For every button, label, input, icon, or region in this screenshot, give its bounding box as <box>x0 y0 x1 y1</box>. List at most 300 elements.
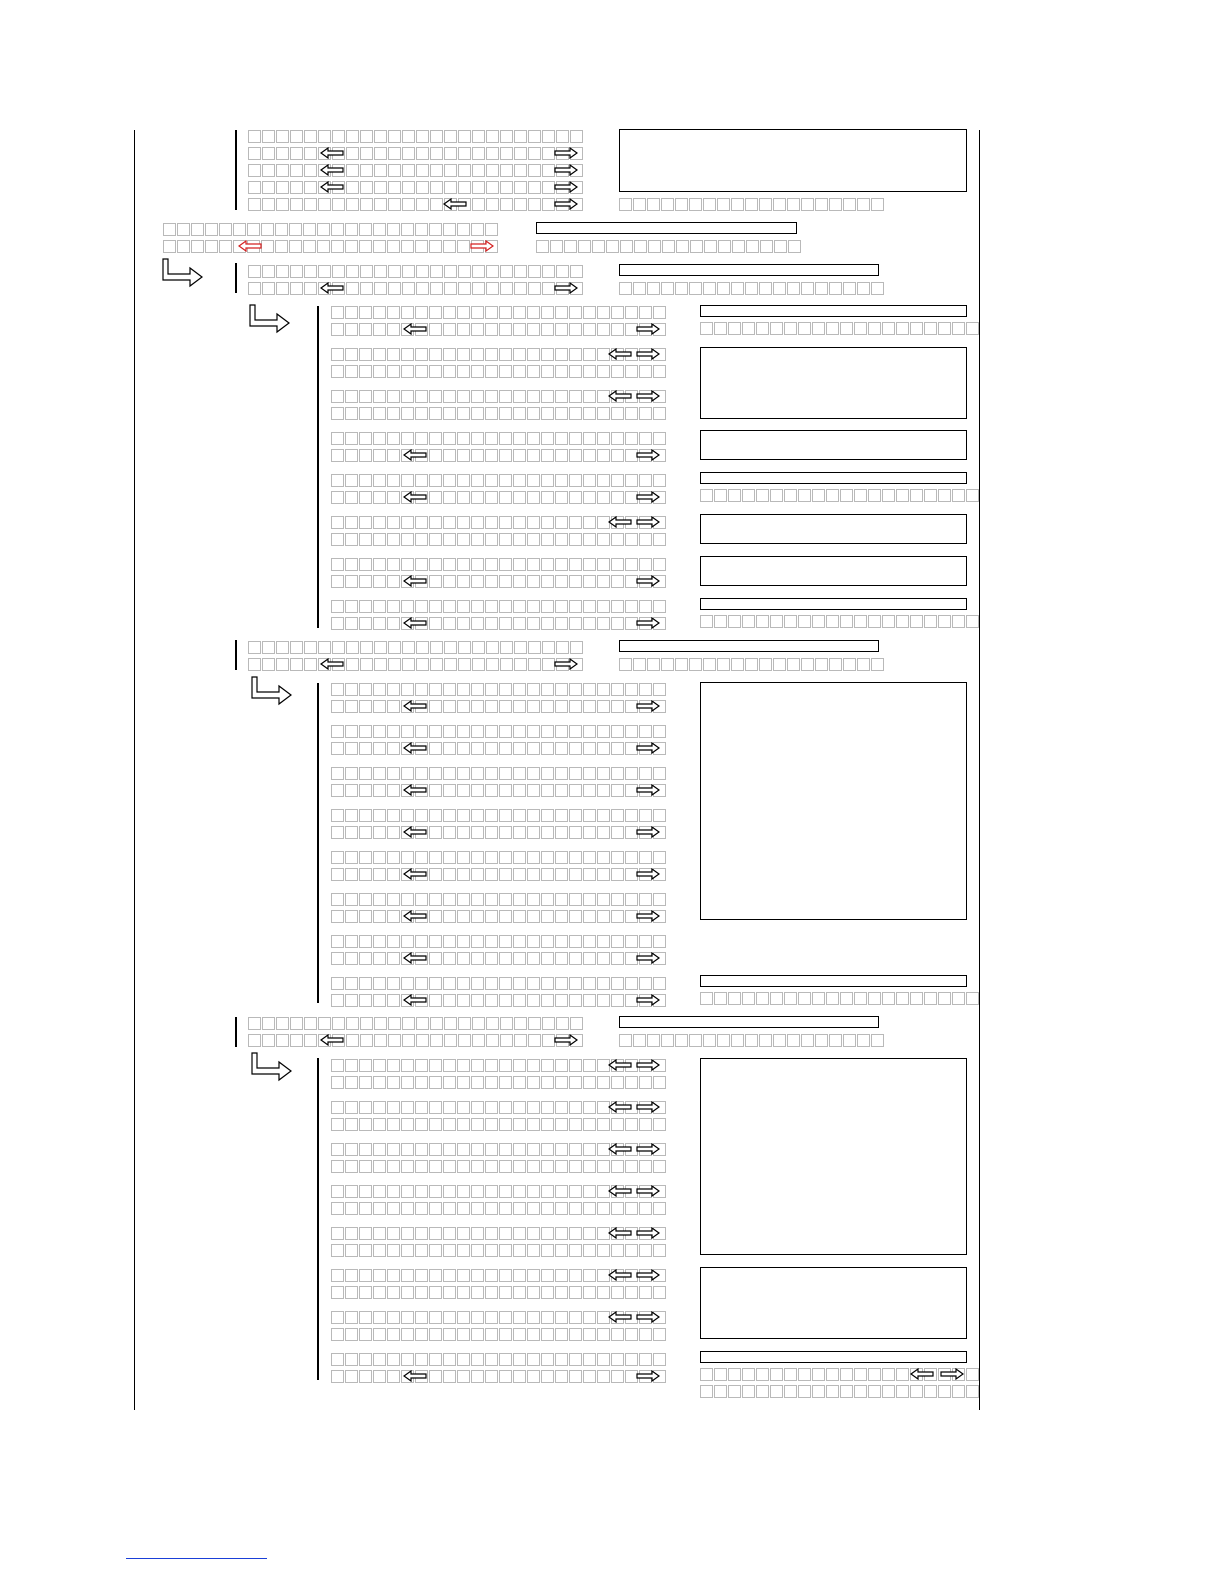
text-box <box>700 682 967 920</box>
grid-cell <box>429 1244 442 1257</box>
grid-cell <box>471 449 484 462</box>
grid-cell <box>387 952 400 965</box>
grid-row <box>700 1385 980 1398</box>
grid-cell <box>583 910 596 923</box>
grid-cell <box>661 658 674 671</box>
grid-cell <box>597 994 610 1007</box>
grid-cell <box>583 1101 596 1114</box>
grid-cell <box>528 658 541 671</box>
grid-cell <box>569 617 582 630</box>
left-arrow-icon <box>320 181 344 193</box>
grid-cell <box>745 658 758 671</box>
grid-cell <box>387 868 400 881</box>
grid-cell <box>966 489 979 502</box>
grid-cell <box>689 198 702 211</box>
grid-cell <box>345 1370 358 1383</box>
grid-cell <box>444 282 457 295</box>
right-arrow-icon <box>636 1101 660 1113</box>
grid-cell <box>359 1143 372 1156</box>
group-bar <box>235 263 237 293</box>
grid-cell <box>597 851 610 864</box>
grid-cell <box>345 1202 358 1215</box>
grid-cell <box>443 935 456 948</box>
grid-cell <box>415 725 428 738</box>
grid-cell <box>346 1034 359 1047</box>
grid-cell <box>653 725 666 738</box>
grid-cell <box>541 809 554 822</box>
grid-cell <box>485 994 498 1007</box>
grid-cell <box>387 1101 400 1114</box>
grid-cell <box>639 407 652 420</box>
grid-cell <box>639 1118 652 1131</box>
grid-cell <box>639 1286 652 1299</box>
grid-cell <box>359 784 372 797</box>
grid-cell <box>262 641 275 654</box>
grid-cell <box>471 474 484 487</box>
grid-cell <box>924 489 937 502</box>
grid-cell <box>345 683 358 696</box>
grid-cell <box>486 282 499 295</box>
grid-cell <box>430 282 443 295</box>
grid-cell <box>840 992 853 1005</box>
right-arrow-icon <box>554 147 578 159</box>
grid-cell <box>619 198 632 211</box>
grid-cell <box>401 1311 414 1324</box>
grid-cell <box>401 1059 414 1072</box>
grid-cell <box>471 365 484 378</box>
grid-cell <box>471 935 484 948</box>
grid-cell <box>731 1034 744 1047</box>
grid-row <box>331 575 667 588</box>
grid-cell <box>527 1143 540 1156</box>
grid-cell <box>373 1353 386 1366</box>
grid-row <box>248 282 584 295</box>
grid-cell <box>513 1185 526 1198</box>
grid-cell <box>653 935 666 948</box>
grid-cell <box>373 910 386 923</box>
grid-cell <box>868 992 881 1005</box>
grid-cell <box>471 432 484 445</box>
grid-cell <box>513 683 526 696</box>
grid-cell <box>360 265 373 278</box>
grid-cell <box>485 491 498 504</box>
grid-cell <box>555 809 568 822</box>
grid-cell <box>457 365 470 378</box>
grid-cell <box>247 223 260 236</box>
grid-cell <box>415 432 428 445</box>
grid-cell <box>569 390 582 403</box>
grid-cell <box>486 130 499 143</box>
grid-cell <box>415 1328 428 1341</box>
grid-row <box>331 1353 667 1366</box>
grid-cell <box>443 1353 456 1366</box>
left-arrow-icon <box>608 1269 632 1281</box>
grid-cell <box>555 1328 568 1341</box>
grid-cell <box>597 893 610 906</box>
grid-cell <box>611 1286 624 1299</box>
grid-cell <box>513 558 526 571</box>
grid-cell <box>345 1328 358 1341</box>
grid-cell <box>345 306 358 319</box>
grid-cell <box>569 323 582 336</box>
grid-cell <box>541 1370 554 1383</box>
right-arrow-icon <box>636 952 660 964</box>
grid-cell <box>401 725 414 738</box>
grid-cell <box>527 935 540 948</box>
grid-cell <box>882 489 895 502</box>
grid-cell <box>471 1311 484 1324</box>
grid-cell <box>787 198 800 211</box>
grid-cell <box>290 198 303 211</box>
left-arrow-icon <box>608 1185 632 1197</box>
grid-cell <box>443 977 456 990</box>
grid-cell <box>415 558 428 571</box>
grid-cell <box>611 1118 624 1131</box>
grid-cell <box>471 952 484 965</box>
grid-cell <box>527 952 540 965</box>
grid-cell <box>457 700 470 713</box>
grid-cell <box>583 977 596 990</box>
grid-cell <box>541 617 554 630</box>
grid-cell <box>443 683 456 696</box>
right-arrow-icon <box>636 1143 660 1155</box>
grid-cell <box>690 240 703 253</box>
grid-cell <box>373 223 386 236</box>
grid-cell <box>430 181 443 194</box>
grid-cell <box>429 1311 442 1324</box>
grid-row <box>619 1034 885 1047</box>
grid-cell <box>346 147 359 160</box>
grid-cell <box>542 641 555 654</box>
grid-cell <box>331 1244 344 1257</box>
grid-cell <box>471 893 484 906</box>
grid-cell <box>387 977 400 990</box>
grid-cell <box>714 322 727 335</box>
grid-cell <box>205 240 218 253</box>
grid-cell <box>499 809 512 822</box>
grid-cell <box>499 1118 512 1131</box>
grid-cell <box>360 641 373 654</box>
grid-cell <box>583 533 596 546</box>
grid-cell <box>527 1353 540 1366</box>
grid-cell <box>868 1368 881 1381</box>
grid-cell <box>611 533 624 546</box>
grid-cell <box>639 474 652 487</box>
grid-cell <box>359 977 372 990</box>
grid-cell <box>513 306 526 319</box>
grid-cell <box>444 1034 457 1047</box>
grid-cell <box>485 365 498 378</box>
grid-cell <box>345 1286 358 1299</box>
grid-cell <box>653 1286 666 1299</box>
grid-cell <box>429 725 442 738</box>
grid-cell <box>787 658 800 671</box>
grid-cell <box>429 1202 442 1215</box>
grid-cell <box>331 432 344 445</box>
grid-cell <box>653 558 666 571</box>
grid-cell <box>373 390 386 403</box>
grid-cell <box>401 1160 414 1173</box>
grid-cell <box>840 489 853 502</box>
grid-cell <box>625 1244 638 1257</box>
grid-cell <box>542 130 555 143</box>
grid-cell <box>401 558 414 571</box>
grid-cell <box>583 683 596 696</box>
grid-cell <box>373 1311 386 1324</box>
grid-cell <box>583 1353 596 1366</box>
grid-cell <box>331 1160 344 1173</box>
grid-cell <box>471 323 484 336</box>
grid-cell <box>457 1269 470 1282</box>
grid-cell <box>801 658 814 671</box>
grid-row <box>331 1076 667 1089</box>
grid-cell <box>458 181 471 194</box>
grid-cell <box>653 767 666 780</box>
grid-cell <box>826 615 839 628</box>
grid-cell <box>486 641 499 654</box>
grid-cell <box>611 868 624 881</box>
grid-cell <box>569 1118 582 1131</box>
grid-cell <box>840 615 853 628</box>
grid-cell <box>388 1034 401 1047</box>
grid-cell <box>597 725 610 738</box>
right-arrow-icon <box>636 826 660 838</box>
grid-cell <box>966 992 979 1005</box>
grid-cell <box>634 240 647 253</box>
grid-cell <box>555 1286 568 1299</box>
grid-cell <box>359 994 372 1007</box>
grid-cell <box>514 130 527 143</box>
grid-cell <box>541 600 554 613</box>
grid-cell <box>840 1385 853 1398</box>
grid-cell <box>429 1076 442 1089</box>
grid-cell <box>373 1185 386 1198</box>
grid-cell <box>304 1034 317 1047</box>
text-box <box>700 1058 967 1255</box>
grid-cell <box>541 1185 554 1198</box>
grid-cell <box>345 851 358 864</box>
grid-cell <box>759 198 772 211</box>
grid-cell <box>345 1311 358 1324</box>
grid-cell <box>499 868 512 881</box>
grid-cell <box>555 1076 568 1089</box>
grid-cell <box>471 1353 484 1366</box>
grid-cell <box>359 1202 372 1215</box>
grid-cell <box>471 700 484 713</box>
grid-cell <box>500 1017 513 1030</box>
grid-cell <box>471 826 484 839</box>
grid-cell <box>527 407 540 420</box>
grid-cell <box>388 658 401 671</box>
grid-cell <box>443 1244 456 1257</box>
grid-cell <box>345 868 358 881</box>
grid-cell <box>555 533 568 546</box>
grid-cell <box>359 348 372 361</box>
grid-cell <box>499 474 512 487</box>
grid-cell <box>429 1059 442 1072</box>
grid-cell <box>331 994 344 1007</box>
grid-cell <box>569 868 582 881</box>
grid-cell <box>625 893 638 906</box>
grid-cell <box>402 198 415 211</box>
grid-cell <box>471 1227 484 1240</box>
grid-cell <box>331 1076 344 1089</box>
grid-cell <box>191 223 204 236</box>
grid-cell <box>583 700 596 713</box>
grid-cell <box>485 223 498 236</box>
grid-cell <box>527 432 540 445</box>
grid-cell <box>784 1385 797 1398</box>
grid-cell <box>653 1328 666 1341</box>
grid-cell <box>472 198 485 211</box>
grid-cell <box>485 809 498 822</box>
grid-cell <box>457 1328 470 1341</box>
grid-cell <box>583 617 596 630</box>
grid-row <box>619 658 885 671</box>
grid-cell <box>742 322 755 335</box>
grid-cell <box>415 977 428 990</box>
grid-cell <box>429 1143 442 1156</box>
grid-cell <box>499 1370 512 1383</box>
grid-cell <box>359 365 372 378</box>
group-bar <box>317 1058 319 1380</box>
grid-cell <box>639 809 652 822</box>
grid-cell <box>331 1101 344 1114</box>
grid-cell <box>472 265 485 278</box>
grid-cell <box>528 147 541 160</box>
grid-cell <box>415 1059 428 1072</box>
grid-cell <box>611 306 624 319</box>
grid-cell <box>457 240 470 253</box>
grid-cell <box>402 1017 415 1030</box>
grid-cell <box>248 265 261 278</box>
grid-cell <box>177 223 190 236</box>
grid-cell <box>401 407 414 420</box>
grid-cell <box>429 809 442 822</box>
grid-cell <box>653 977 666 990</box>
grid-cell <box>583 407 596 420</box>
grid-cell <box>444 164 457 177</box>
grid-cell <box>555 826 568 839</box>
grid-cell <box>527 533 540 546</box>
grid-cell <box>331 1353 344 1366</box>
grid-cell <box>597 474 610 487</box>
grid-cell <box>597 1244 610 1257</box>
grid-cell <box>387 893 400 906</box>
grid-cell <box>346 658 359 671</box>
grid-cell <box>359 1227 372 1240</box>
grid-cell <box>248 1017 261 1030</box>
grid-cell <box>429 1185 442 1198</box>
grid-cell <box>415 1353 428 1366</box>
grid-cell <box>401 365 414 378</box>
grid-cell <box>513 742 526 755</box>
grid-cell <box>583 1160 596 1173</box>
right-arrow-icon <box>636 390 660 402</box>
grid-cell <box>555 1269 568 1282</box>
grid-cell <box>359 449 372 462</box>
grid-cell <box>457 348 470 361</box>
grid-cell <box>485 1059 498 1072</box>
grid-cell <box>770 1368 783 1381</box>
grid-cell <box>583 1244 596 1257</box>
grid-cell <box>331 365 344 378</box>
grid-cell <box>359 491 372 504</box>
grid-cell <box>541 977 554 990</box>
grid-cell <box>485 1353 498 1366</box>
grid-cell <box>555 851 568 864</box>
grid-cell <box>331 407 344 420</box>
grid-cell <box>304 1017 317 1030</box>
grid-cell <box>583 306 596 319</box>
grid-cell <box>499 826 512 839</box>
grid-cell <box>402 658 415 671</box>
grid-cell <box>360 198 373 211</box>
grid-cell <box>661 282 674 295</box>
grid-cell <box>415 1101 428 1114</box>
grid-cell <box>387 1059 400 1072</box>
grid-cell <box>387 742 400 755</box>
grid-cell <box>331 725 344 738</box>
grid-cell <box>527 809 540 822</box>
left-arrow-icon <box>608 348 632 360</box>
grid-cell <box>276 282 289 295</box>
grid-cell <box>373 1202 386 1215</box>
grid-cell <box>625 558 638 571</box>
grid-cell <box>373 1101 386 1114</box>
grid-cell <box>527 910 540 923</box>
grid-cell <box>415 1160 428 1173</box>
grid-cell <box>583 725 596 738</box>
grid-cell <box>472 1017 485 1030</box>
grid-cell <box>387 809 400 822</box>
grid-cell <box>388 130 401 143</box>
grid-cell <box>458 1034 471 1047</box>
grid-cell <box>443 1160 456 1173</box>
grid-cell <box>290 130 303 143</box>
grid-cell <box>840 322 853 335</box>
left-arrow-icon <box>608 390 632 402</box>
grid-cell <box>373 725 386 738</box>
grid-cell <box>826 489 839 502</box>
grid-cell <box>938 992 951 1005</box>
grid-cell <box>555 516 568 529</box>
group-bar <box>317 683 319 1003</box>
grid-cell <box>331 784 344 797</box>
grid-cell <box>583 784 596 797</box>
grid-cell <box>639 1076 652 1089</box>
grid-cell <box>387 725 400 738</box>
text-box <box>700 430 967 460</box>
grid-cell <box>639 767 652 780</box>
grid-row <box>331 784 667 797</box>
grid-cell <box>527 516 540 529</box>
grid-cell <box>569 1143 582 1156</box>
grid-cell <box>513 1244 526 1257</box>
grid-row <box>248 198 584 211</box>
grid-cell <box>857 1034 870 1047</box>
grid-cell <box>541 365 554 378</box>
grid-cell <box>583 1286 596 1299</box>
grid-cell <box>471 1101 484 1114</box>
grid-cell <box>555 407 568 420</box>
grid-cell <box>527 1370 540 1383</box>
grid-cell <box>882 1385 895 1398</box>
grid-cell <box>276 198 289 211</box>
grid-cell <box>499 1227 512 1240</box>
grid-cell <box>332 641 345 654</box>
grid-cell <box>541 700 554 713</box>
